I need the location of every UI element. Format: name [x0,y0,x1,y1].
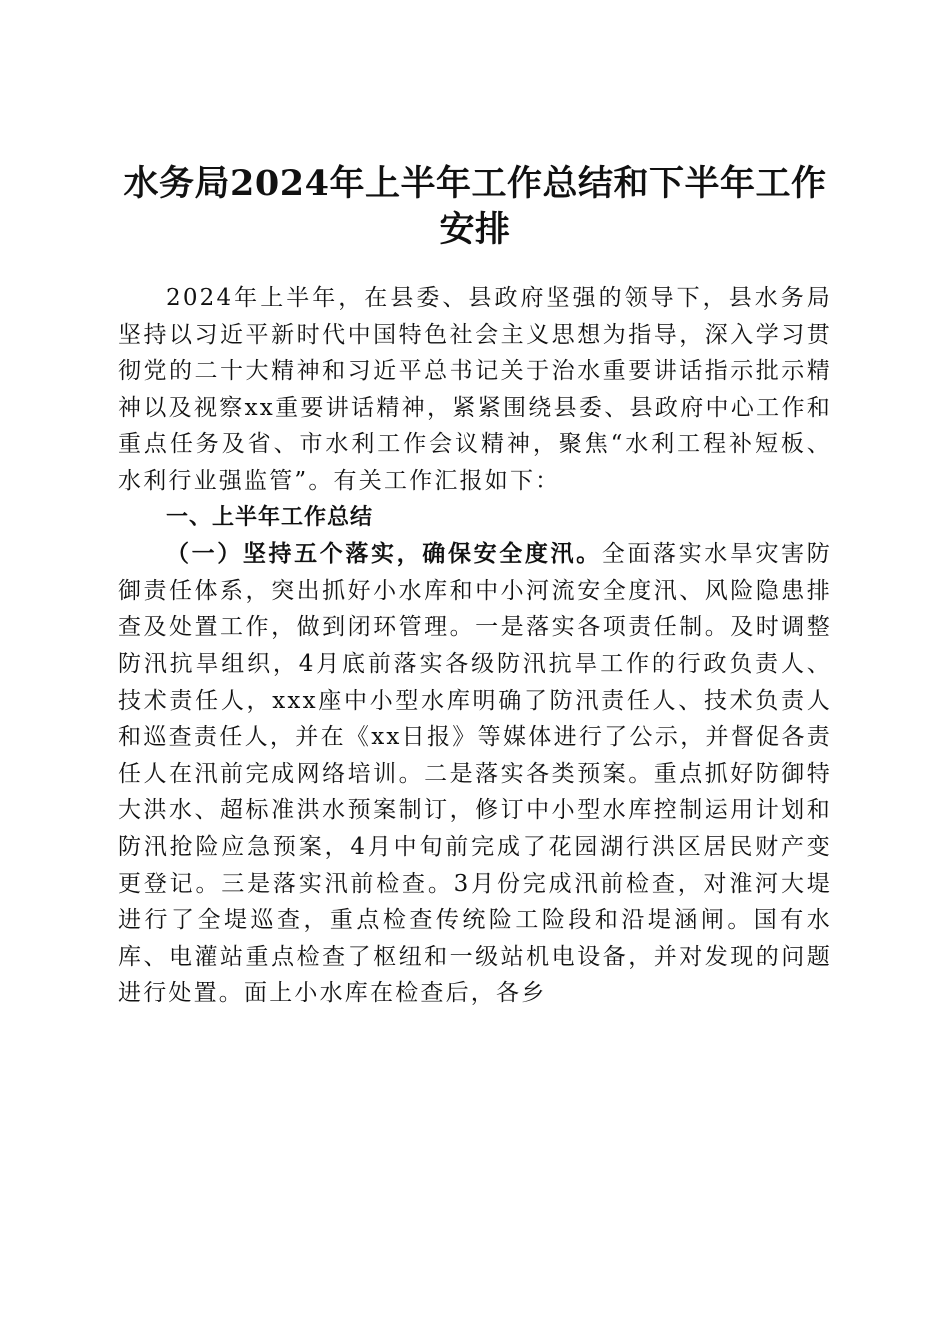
title-line-2: 安排 [439,209,511,251]
title-line-1: 水务局2024年上半年工作总结和下半年工作 [123,163,827,205]
document-body [118,280,832,1012]
subsection-body: 全面落实水旱灾害防御责任体系，突出抓好小水库和中小河流安全度汛、风险隐患排查及处置工作，做到闭环管理。一是落实各项责任制。及时调整防汛抗旱组织，4月底前落实各级防汛抗旱工作的行政负责人、技术责任人，xxx座中小型水库明确了防汛责任人、技术负责人和巡查责任人，并在《xx日报》等媒体进行了公示，并督促各责任人在汛前完成网络培训。二是落实各类预案。重点抓好防御特大洪水、超标准洪水预案制订，修订中小型水库控制运用计划和防汛抢险应急预案，4月中旬前完成了花园湖行洪区居民财产变更登记。三是落实汛前检查。3月份完成汛前检查，对淮河大堤进行了全堤巡查，重点检查传统险工险段和沿堤涵闸。国有水库、电灌站重点检查了枢纽和一级站机电设备，并对发现的问题进行处置。面上小水库在检查后，各乡 [118,541,832,1007]
document-title [100,161,850,253]
section-heading: 一、上半年工作总结 [166,504,374,530]
subsection-lead: （一）坚持五个落实，确保安全度汛。 [166,540,602,568]
subsection-paragraph [118,536,832,1012]
intro-paragraph: 2024年上半年，在县委、县政府坚强的领导下，县水务局坚持以习近平新时代中国特色社会主义思想为指导，深入学习贯彻党的二十大精神和习近平总书记关于治水重要讲话指示批示精神以及视察xx重要讲话精神，紧紧围绕县委、县政府中心工作和重点任务及省、市水利工作会议精神，聚焦“水利工程补短板、水利行业强监管”。有关工作汇报如下： [118,285,832,494]
